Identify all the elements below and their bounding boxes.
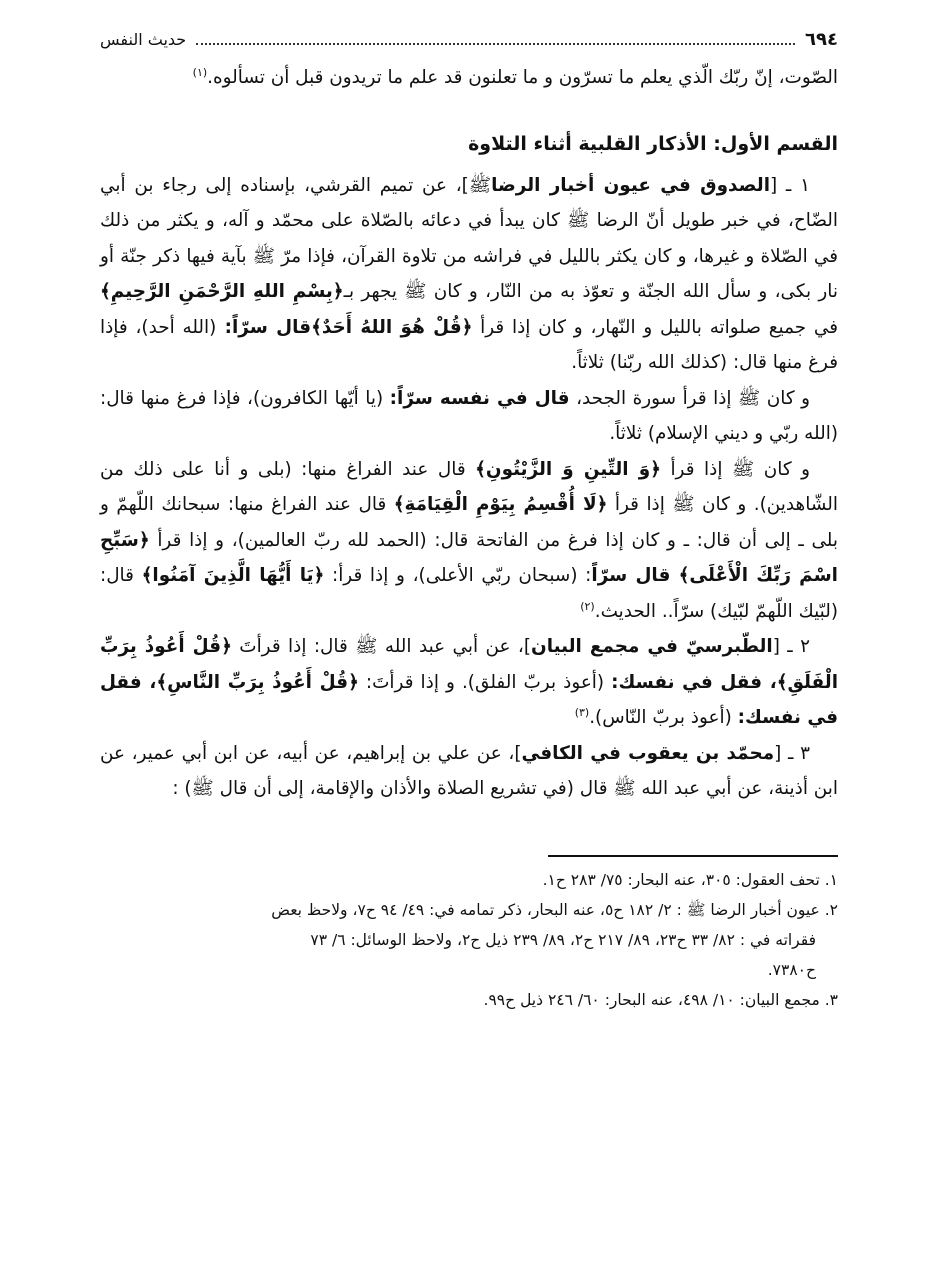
entry-1: ١ ـ [الصدوق في عيون أخبار الرضاﷺ]، عن تميم القرشي، بإسناده إلى رجاء بن أبي الضّاح، في خبر طويل أنّ الرضا ﷺ كان يبدأ في دعائه بالصّلاة على محمّد و آله، و يكثر من ذلك في الصّلاة و غيرها، و كان يكثر بالليل في فراشه من تلاوة القرآن، فإذا مرّ ﷺ بآية فيها ذكر جنّة أو نار بكى، و سأل الله الجنّة و تعوّذ به من النّار، و كان ﷺ يجهر بـ﴿بِسْمِ اللهِ الرَّحْمَنِ الرَّحِيمِ﴾ في جميع صلواته بالليل و النّهار، و كان إذا قرأ ﴿قُلْ هُوَ اللهُ أَحَدٌ﴾قال سرّاً: (الله أحد)، فإذا فرغ منها قال: (كذلك الله ربّنا) ثلاثاً. — [100, 174, 838, 373]
entry-2-source: الطّبرسيّ في مجمع البيان — [531, 636, 773, 657]
intro-paragraph: الصّوت، إنّ ربّك الّذي يعلم ما تسرّون و ما تعلنون قد علم ما تريدون قبل أن تسألوه.$^{(١)}$ — [192, 65, 838, 88]
entry-3-source: محمّد بن يعقوب في الكافي — [521, 742, 775, 764]
book-page — [100, 28, 838, 1015]
footnote-1: ١. تحف العقول: ٣٠٥، عنه البحار: ٧٥/ ٢٨٣ ح١. — [542, 870, 838, 889]
footnote-ref-2: (٢) — [580, 599, 595, 613]
section-title: القسم الأول: الأذكار القلبية أثناء التلاوة — [468, 132, 838, 155]
quran-falaq: ﴿قُلْ أَعُوذُ بِرَبِّ الْفَلَقِ﴾ — [100, 636, 838, 693]
page-number: ٦٩٤ — [805, 29, 838, 50]
leader-dots — [196, 35, 795, 45]
entry-3: ٣ ـ [محمّد بن يعقوب في الكافي]، عن علي بن إبراهيم، عن أبيه، عن ابن أبي عمير، عن ابن أذينة، عن أبي عبد الله ﷺ قال (في تشريع الصلاة والأذان والإقامة، إلى أن قال ﷺ) : — [100, 742, 838, 799]
quran-ya-ayyuha: ﴿يَا أَيُّهَا الَّذِينَ آمَنُوا﴾ — [141, 565, 325, 586]
footnote-2-cont2: ح٧٣٨٠. — [767, 960, 816, 979]
paragraph-kafirun: و كان ﷺ إذا قرأ سورة الجحد، قال في نفسه سرّاً: (يا أيّها الكافرون)، فإذا فرغ منها قال: (الله ربّي و ديني الإسلام) ثلاثاً. — [100, 387, 838, 444]
footnotes — [100, 865, 838, 1015]
quran-qiyamah: ﴿لَا أُقْسِمُ بِيَوْمِ الْقِيَامَةِ﴾ — [393, 494, 608, 515]
footnote-2: ٢. عيون أخبار الرضا ﷺ : ٢/ ١٨٢ ح٥، عنه البحار، ذكر تمامه في: ٤٩/ ٩٤ ح٧، ولاحظ بعض — [271, 900, 838, 919]
quran-ikhlas: ﴿قُلْ هُوَ اللهُ أَحَدٌ﴾ — [311, 316, 473, 338]
entry-2: ٢ ـ [الطّبرسيّ في مجمع البيان]، عن أبي عبد الله ﷺ قال: إذا قرأتَ ﴿قُلْ أَعُوذُ بِرَبِّ الْفَلَقِ﴾، فقل في نفسك: (أعوذ بربّ الفلق). و إذا قرأتَ: ﴿قُلْ أَعُوذُ بِرَبِّ النَّاسِ﴾، فقل في نفسك: (أعوذ بربّ النّاس).$^{(٣)}$ — [100, 636, 838, 728]
quran-ala: ﴿سَبِّحِ اسْمَ رَبِّكَ الْأَعْلَى﴾ — [100, 529, 838, 586]
paragraph-tin: و كان ﷺ إذا قرأ ﴿وَ التِّينِ وَ الزَّيْتُونِ﴾ قال عند الفراغ منها: (بلى و أنا على ذلك من الشّاهدين). و كان ﷺ إذا قرأ ﴿لَا أُقْسِمُ بِيَوْمِ الْقِيَامَةِ﴾ قال عند الفراغ منها: سبحانك اللّهمّ و بلى ـ إلى أن قال: ـ و كان إذا فرغ من الفاتحة قال: (الحمد لله ربّ العالمين)، و إذا قرأ ﴿سَبِّحِ اسْمَ رَبِّكَ الْأَعْلَى﴾ قال سرّاً: (سبحان ربّي الأعلى)، و إذا قرأ: ﴿يَا أَيُّهَا الَّذِينَ آمَنُوا﴾ قال: (لبّيك اللّهمّ لبّيك) سرّاً.. الحديث.$^{(٢)}$ — [100, 458, 838, 622]
footnote-ref-3: (٣) — [574, 705, 590, 719]
quran-tin: ﴿وَ التِّينِ وَ الزَّيْتُونِ﴾ — [475, 458, 661, 480]
entry-1-source: الصدوق في عيون أخبار الرضا — [491, 174, 770, 196]
quran-basmala: ﴿بِسْمِ اللهِ الرَّحْمَنِ الرَّحِيمِ﴾ — [100, 281, 344, 302]
running-title: حديث النفس — [100, 30, 187, 49]
footnote-divider — [548, 855, 838, 857]
footnote-3: ٣. مجمع البيان: ١٠/ ٤٩٨، عنه البحار: ٦٠/ ٢٤٦ ذيل ح٩٩. — [483, 990, 838, 1009]
footnote-2-cont: فقراته في : ٨٢/ ٣٣ ح٢٣، ٨٩/ ٢١٧ ح٢، ٨٩/ ٢٣٩ ذيل ح٢، ولاحظ الوسائل: ٦/ ٧٣ — [310, 930, 816, 949]
footnote-ref-1: (١) — [192, 65, 208, 79]
page-header — [100, 28, 838, 52]
quran-nas: ﴿قُلْ أَعُوذُ بِرَبِّ النَّاسِ﴾ — [156, 671, 359, 693]
